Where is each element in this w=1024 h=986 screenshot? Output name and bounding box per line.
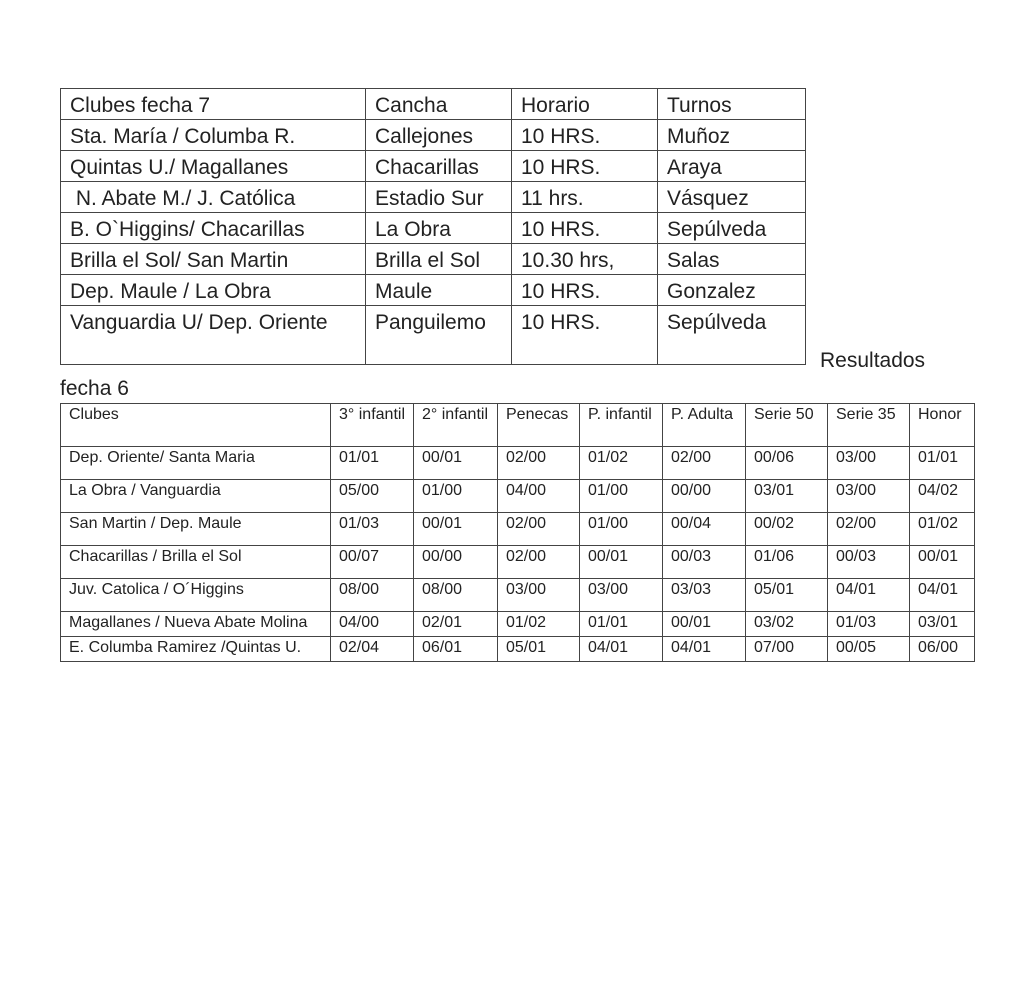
fixture-header-turnos: Turnos	[658, 89, 806, 120]
results-row	[61, 513, 975, 546]
results-score-cell: 00/03	[828, 546, 910, 579]
results-score-cell: 01/01	[580, 612, 663, 637]
results-score-cell: 02/00	[498, 546, 580, 579]
fixture-turnos-cell: Gonzalez	[658, 275, 806, 306]
fixture-clubes-cell: Brilla el Sol/ San Martin	[61, 244, 366, 275]
results-score-cell: 00/06	[746, 447, 828, 480]
results-score-cell: 02/01	[414, 612, 498, 637]
results-score-cell: 02/00	[663, 447, 746, 480]
fixture-horario-cell: 10 HRS.	[512, 120, 658, 151]
results-row	[61, 612, 975, 637]
results-score-cell: 00/00	[663, 480, 746, 513]
fixture-turnos-cell: Vásquez	[658, 182, 806, 213]
fixture-horario-cell: 10 HRS.	[512, 213, 658, 244]
results-score-cell: 04/01	[663, 637, 746, 662]
fixture-horario-cell: 10 HRS.	[512, 306, 658, 365]
results-score-cell: 03/01	[746, 480, 828, 513]
results-score-cell: 01/00	[414, 480, 498, 513]
fixture-clubes-cell: Quintas U./ Magallanes	[61, 151, 366, 182]
results-score-cell: 03/03	[663, 579, 746, 612]
results-score-cell: 01/03	[828, 612, 910, 637]
results-score-cell: 05/01	[498, 637, 580, 662]
results-score-cell: 04/00	[331, 612, 414, 637]
results-score-cell: 00/01	[580, 546, 663, 579]
results-header-row	[61, 404, 975, 447]
fixture-cancha-cell: Panguilemo	[366, 306, 512, 365]
results-header-cell: Serie 50	[746, 404, 828, 447]
fixture-table	[60, 88, 806, 365]
fixture-turnos-cell: Araya	[658, 151, 806, 182]
results-score-cell: 01/02	[498, 612, 580, 637]
fixture-clubes-cell: Dep. Maule / La Obra	[61, 275, 366, 306]
fixture-horario-cell: 11 hrs.	[512, 182, 658, 213]
fixture-clubes-cell: Sta. María / Columba R.	[61, 120, 366, 151]
results-score-cell: 05/01	[746, 579, 828, 612]
results-score-cell: 01/01	[910, 447, 975, 480]
results-score-cell: 06/01	[414, 637, 498, 662]
results-header-cell: P. infantil	[580, 404, 663, 447]
results-date-label: fecha 6	[60, 377, 129, 400]
fixture-horario-cell: 10 HRS.	[512, 151, 658, 182]
results-score-cell: 03/00	[828, 480, 910, 513]
results-score-cell: 00/03	[663, 546, 746, 579]
fixture-cancha-cell: Brilla el Sol	[366, 244, 512, 275]
fixture-clubes-cell: N. Abate M./ J. Católica	[61, 182, 366, 213]
results-score-cell: 06/00	[910, 637, 975, 662]
results-score-cell: 01/00	[580, 513, 663, 546]
results-score-cell: 04/01	[580, 637, 663, 662]
results-match-cell: La Obra / Vanguardia	[61, 480, 331, 513]
fixture-table-body	[61, 89, 806, 365]
results-score-cell: 00/01	[414, 513, 498, 546]
results-row	[61, 480, 975, 513]
results-score-cell: 00/01	[663, 612, 746, 637]
results-row	[61, 447, 975, 480]
results-header-cell: Clubes	[61, 404, 331, 447]
results-score-cell: 01/02	[580, 447, 663, 480]
results-score-cell: 00/01	[414, 447, 498, 480]
results-score-cell: 04/01	[828, 579, 910, 612]
results-header-cell: 2° infantil	[414, 404, 498, 447]
results-score-cell: 01/02	[910, 513, 975, 546]
results-score-cell: 02/00	[498, 513, 580, 546]
fixture-row	[61, 244, 806, 275]
results-score-cell: 01/06	[746, 546, 828, 579]
fixture-row	[61, 306, 806, 365]
results-table	[60, 403, 975, 662]
fixture-cancha-cell: Estadio Sur	[366, 182, 512, 213]
results-score-cell: 08/00	[414, 579, 498, 612]
results-table-body	[61, 404, 975, 662]
results-match-cell: Chacarillas / Brilla el Sol	[61, 546, 331, 579]
fixture-cancha-cell: Callejones	[366, 120, 512, 151]
results-score-cell: 03/00	[498, 579, 580, 612]
fixture-header-row	[61, 89, 806, 120]
fixture-turnos-cell: Salas	[658, 244, 806, 275]
fixture-clubes-cell: B. O`Higgins/ Chacarillas	[61, 213, 366, 244]
results-row	[61, 637, 975, 662]
results-score-cell: 04/02	[910, 480, 975, 513]
results-score-cell: 07/00	[746, 637, 828, 662]
results-score-cell: 00/01	[910, 546, 975, 579]
results-match-cell: Juv. Catolica / O´Higgins	[61, 579, 331, 612]
results-score-cell: 02/04	[331, 637, 414, 662]
results-score-cell: 05/00	[331, 480, 414, 513]
results-header-cell: Serie 35	[828, 404, 910, 447]
fixture-cancha-cell: Maule	[366, 275, 512, 306]
fixture-row	[61, 120, 806, 151]
results-row	[61, 579, 975, 612]
fixture-cancha-cell: La Obra	[366, 213, 512, 244]
results-score-cell: 03/00	[580, 579, 663, 612]
results-match-cell: Dep. Oriente/ Santa Maria	[61, 447, 331, 480]
results-score-cell: 02/00	[498, 447, 580, 480]
results-row	[61, 546, 975, 579]
fixture-row	[61, 213, 806, 244]
results-score-cell: 02/00	[828, 513, 910, 546]
results-score-cell: 00/04	[663, 513, 746, 546]
results-match-cell: San Martin / Dep. Maule	[61, 513, 331, 546]
results-score-cell: 04/00	[498, 480, 580, 513]
results-header-cell: P. Adulta	[663, 404, 746, 447]
results-score-cell: 00/02	[746, 513, 828, 546]
fixture-turnos-cell: Sepúlveda	[658, 213, 806, 244]
fixture-header-horario: Horario	[512, 89, 658, 120]
results-match-cell: Magallanes / Nueva Abate Molina	[61, 612, 331, 637]
fixture-cancha-cell: Chacarillas	[366, 151, 512, 182]
results-score-cell: 01/00	[580, 480, 663, 513]
results-header-cell: Penecas	[498, 404, 580, 447]
results-score-cell: 04/01	[910, 579, 975, 612]
fixture-clubes-cell: Vanguardia U/ Dep. Oriente	[61, 306, 366, 365]
results-score-cell: 03/01	[910, 612, 975, 637]
results-heading: Resultados	[820, 349, 926, 372]
results-header-cell: Honor	[910, 404, 975, 447]
fixture-row	[61, 182, 806, 213]
results-score-cell: 03/02	[746, 612, 828, 637]
fixture-row	[61, 275, 806, 306]
results-score-cell: 00/07	[331, 546, 414, 579]
results-score-cell: 00/05	[828, 637, 910, 662]
fixture-header-cancha: Cancha	[366, 89, 512, 120]
fixture-horario-cell: 10.30 hrs,	[512, 244, 658, 275]
results-score-cell: 01/01	[331, 447, 414, 480]
results-score-cell: 00/00	[414, 546, 498, 579]
fixture-turnos-cell: Sepúlveda	[658, 306, 806, 365]
fixture-horario-cell: 10 HRS.	[512, 275, 658, 306]
results-match-cell: E. Columba Ramirez /Quintas U.	[61, 637, 331, 662]
results-header-cell: 3° infantil	[331, 404, 414, 447]
results-score-cell: 03/00	[828, 447, 910, 480]
fixture-row	[61, 151, 806, 182]
results-score-cell: 01/03	[331, 513, 414, 546]
fixture-header-clubes: Clubes fecha 7	[61, 89, 366, 120]
results-score-cell: 08/00	[331, 579, 414, 612]
fixture-turnos-cell: Muñoz	[658, 120, 806, 151]
